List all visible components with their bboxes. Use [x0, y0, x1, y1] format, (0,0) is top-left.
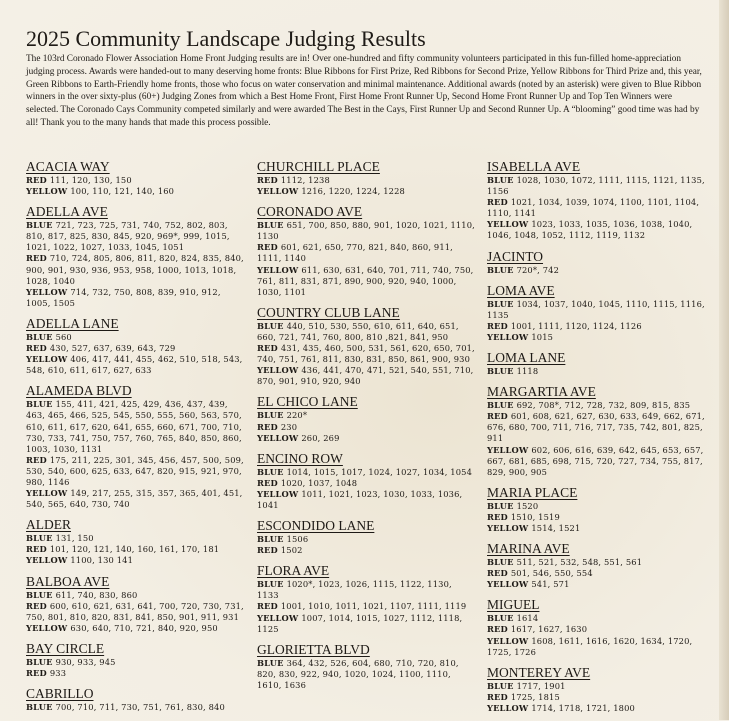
- street-entry: [26, 204, 244, 309]
- ribbon-label: YELLOW: [487, 702, 529, 713]
- ribbon-label: RED: [487, 691, 508, 702]
- house-numbers: 1502: [280, 545, 303, 556]
- house-numbers: 1015: [531, 331, 554, 342]
- award-line: [26, 332, 244, 343]
- house-numbers: 1717, 1901: [516, 680, 566, 691]
- house-numbers: 1617, 1627, 1630: [510, 624, 588, 635]
- ribbon-label: BLUE: [487, 366, 514, 377]
- street-name: CORONADO AVE: [257, 204, 363, 220]
- ribbon-label: BLUE: [26, 589, 53, 600]
- ribbon-label: BLUE: [26, 702, 53, 713]
- house-numbers: 175, 211, 225, 301, 345, 456, 457, 500, 509, 530, 540, 600, 625, 633, 647, 820, 915, 921, 970, 980, 1146: [26, 454, 244, 487]
- ribbon-label: BLUE: [26, 220, 53, 231]
- ribbon-label: BLUE: [257, 534, 284, 545]
- ribbon-label: YELLOW: [257, 612, 299, 623]
- ribbon-label: BLUE: [257, 410, 284, 421]
- award-line: [487, 523, 705, 534]
- ribbon-label: YELLOW: [487, 522, 529, 533]
- house-numbers: 1020*, 1023, 1026, 1115, 1122, 1130, 1133: [257, 579, 452, 601]
- award-line: [26, 623, 244, 634]
- ribbon-label: RED: [487, 624, 508, 635]
- house-numbers: 501, 546, 550, 554: [510, 568, 593, 579]
- ribbon-label: BLUE: [487, 613, 514, 624]
- award-line: [487, 299, 705, 321]
- award-line: [487, 613, 705, 624]
- award-line: [26, 186, 244, 197]
- award-line: [487, 175, 705, 197]
- award-line: [26, 343, 244, 354]
- house-numbers: 1011, 1021, 1023, 1030, 1033, 1036, 1041: [257, 488, 463, 510]
- house-numbers: 560: [55, 331, 72, 342]
- ribbon-label: RED: [487, 320, 508, 331]
- street-entry: [487, 384, 705, 478]
- award-line: [26, 287, 244, 309]
- ribbon-label: YELLOW: [487, 579, 529, 590]
- street-name: ISABELLA AVE: [487, 159, 581, 174]
- ribbon-label: BLUE: [487, 175, 514, 185]
- house-numbers: 440, 510, 530, 550, 610, 611, 640, 651, 660, 721, 741, 760, 800, 810 ,821, 841, 950: [257, 320, 459, 342]
- house-numbers: 1007, 1014, 1015, 1027, 1112, 1118, 1125: [257, 612, 463, 634]
- award-line: [257, 601, 475, 612]
- award-line: [487, 624, 705, 635]
- award-line: [487, 681, 705, 692]
- street-name: MARIA PLACE: [487, 484, 578, 500]
- ribbon-label: YELLOW: [487, 331, 529, 342]
- house-numbers: 1118: [516, 366, 539, 377]
- street-entry: [26, 316, 244, 376]
- award-line: [487, 568, 705, 579]
- ribbon-label: BLUE: [26, 656, 53, 667]
- street-name: MARGARTIA AVE: [487, 384, 596, 400]
- award-line: [26, 253, 244, 286]
- award-line: [26, 220, 244, 253]
- ribbon-label: BLUE: [257, 220, 284, 231]
- award-line: [26, 657, 244, 668]
- ribbon-label: YELLOW: [257, 186, 299, 197]
- ribbon-label: BLUE: [487, 557, 514, 568]
- ribbon-label: YELLOW: [487, 635, 529, 646]
- award-line: [26, 590, 244, 601]
- street-entry: [487, 665, 705, 714]
- ribbon-label: RED: [257, 601, 278, 612]
- award-line: [257, 422, 475, 433]
- house-numbers: 1001, 1111, 1120, 1124, 1126: [510, 320, 642, 331]
- street-entry: [26, 641, 244, 679]
- ribbon-label: RED: [257, 421, 278, 432]
- ribbon-label: RED: [26, 454, 47, 465]
- street-entry: [26, 517, 244, 566]
- ribbon-label: BLUE: [257, 579, 284, 590]
- street-name: JACINTO: [487, 248, 544, 264]
- street-entry: [26, 383, 244, 510]
- award-line: [26, 702, 244, 713]
- house-numbers: 1020, 1037, 1048: [280, 477, 358, 488]
- ribbon-label: RED: [257, 242, 278, 253]
- street-entry: [487, 159, 705, 242]
- ribbon-label: BLUE: [487, 400, 514, 411]
- ribbon-label: YELLOW: [257, 365, 299, 376]
- award-line: [487, 557, 705, 568]
- house-numbers: 220*: [286, 410, 308, 421]
- award-line: [257, 433, 475, 444]
- award-line: [26, 668, 244, 679]
- award-line: [257, 579, 475, 601]
- award-line: [487, 366, 705, 377]
- ribbon-label: RED: [257, 175, 278, 185]
- street-name: MIGUEL: [487, 597, 540, 613]
- street-name: ADELLA LANE: [26, 315, 119, 331]
- street-entry: [487, 283, 705, 343]
- street-name: CABRILLO: [26, 686, 94, 702]
- house-numbers: 1100, 130 141: [70, 555, 134, 566]
- street-name: BAY CIRCLE: [26, 640, 105, 656]
- street-entry: [487, 249, 705, 276]
- street-entry: [487, 597, 705, 657]
- ribbon-label: YELLOW: [26, 622, 68, 633]
- street-name: ACACIA WAY: [26, 159, 110, 174]
- house-numbers: 131, 150: [55, 533, 94, 544]
- award-line: [257, 175, 475, 186]
- street-entry: [257, 305, 475, 388]
- ribbon-label: RED: [257, 477, 278, 488]
- street-entry: [257, 204, 475, 298]
- street-name: ADELLA AVE: [26, 204, 108, 220]
- award-line: [487, 332, 705, 343]
- results-column-2: [257, 159, 475, 698]
- street-name: LOMA AVE: [487, 282, 555, 298]
- award-line: [487, 197, 705, 219]
- street-entry: [26, 159, 244, 197]
- house-numbers: 1514, 1521: [531, 522, 581, 533]
- street-name: BALBOA AVE: [26, 573, 110, 589]
- house-numbers: 611, 630, 631, 640, 701, 711, 740, 750, 761, 811, 831, 871, 890, 900, 920, 940, 1000, 1030, 1101: [257, 264, 474, 297]
- house-numbers: 511, 521, 532, 548, 551, 561: [516, 557, 643, 568]
- ribbon-label: YELLOW: [26, 488, 68, 499]
- house-numbers: 1614: [516, 613, 539, 624]
- intro-paragraph: The 103rd Coronado Flower Association Home Front Judging results are in! Over one-hundred and fifty community volunteers participated in this fun-filled home-appreciation judging process. Awards were handed-out to many deserving home fronts: Blue Ribbons for First Prize, Red Ribbons for Second Prize, Yellow Ribbons for Third Prize and, this year, Green Ribbons to Earth-Friendly home fronts, those who focus on water conservation and minimal maintenance. Additional awards (noted by an asterisk) were given to Blue Ribbon winners in the over sixty-plus (60+) Judging Zones from which a Best Home Front, First Home Front Runner Up, Second Home Front Runner Up and Top Ten Winners were selected. The Coronado Cays Community competed similarly and were awarded The Best in the Cays, First Runner Up and Second Runner Up. A “blooming” good time was had by all! Thank you to the many hands that made this process possible.: [26, 54, 702, 128]
- house-numbers: 1216, 1220, 1224, 1228: [301, 186, 405, 197]
- award-line: [26, 533, 244, 544]
- award-line: [487, 445, 705, 478]
- house-numbers: 714, 732, 750, 808, 839, 910, 912, 1005, 1505: [26, 286, 221, 308]
- street-name: COUNTRY CLUB LANE: [257, 304, 400, 320]
- ribbon-label: YELLOW: [26, 186, 68, 197]
- street-name: LOMA LANE: [487, 350, 566, 366]
- house-numbers: 431, 435, 460, 500, 531, 561, 620, 650, 701, 740, 751, 761, 811, 830, 831, 850, 861, 900, 930: [257, 343, 475, 365]
- ribbon-label: RED: [26, 600, 47, 611]
- ribbon-label: YELLOW: [257, 432, 299, 443]
- house-numbers: 933: [49, 668, 67, 678]
- ribbon-label: RED: [257, 545, 278, 556]
- house-numbers: 406, 417, 441, 455, 462, 510, 518, 543, 548, 610, 611, 617, 627, 633: [26, 354, 243, 376]
- house-numbers: 364, 432, 526, 604, 680, 710, 720, 810, 820, 830, 922, 940, 1020, 1024, 1100, 1110, 1610, 1636: [257, 657, 459, 690]
- award-line: [257, 365, 475, 387]
- ribbon-label: BLUE: [257, 320, 284, 331]
- page-edge-shadow: [719, 0, 729, 720]
- house-numbers: 1510, 1519: [510, 511, 560, 522]
- house-numbers: 1021, 1034, 1039, 1074, 1100, 1101, 1104, 1110, 1141: [487, 197, 700, 219]
- results-column-3: [487, 159, 705, 721]
- house-numbers: 430, 527, 637, 639, 643, 729: [49, 343, 176, 354]
- award-line: [257, 186, 475, 197]
- award-line: [26, 354, 244, 376]
- street-entry: [257, 159, 475, 197]
- award-line: [257, 265, 475, 298]
- award-line: [257, 343, 475, 365]
- ribbon-label: BLUE: [257, 657, 284, 668]
- award-line: [257, 489, 475, 511]
- house-numbers: 930, 933, 945: [55, 656, 116, 667]
- ribbon-label: BLUE: [487, 500, 514, 511]
- ribbon-label: YELLOW: [257, 488, 299, 499]
- award-line: [257, 658, 475, 691]
- ribbon-label: RED: [26, 175, 47, 185]
- house-numbers: 149, 217, 255, 315, 357, 365, 401, 451, 540, 565, 640, 730, 740: [26, 488, 243, 510]
- house-numbers: 101, 120, 121, 140, 160, 161, 170, 181: [49, 544, 220, 555]
- street-name: ALAMEDA BLVD: [26, 383, 132, 399]
- award-line: [487, 400, 705, 411]
- award-line: [257, 467, 475, 478]
- award-line: [26, 399, 244, 454]
- house-numbers: 100, 110, 121, 140, 160: [70, 186, 175, 197]
- ribbon-label: BLUE: [26, 533, 53, 544]
- ribbon-label: BLUE: [487, 264, 514, 275]
- house-numbers: 1034, 1037, 1040, 1045, 1110, 1115, 1116, 1135: [487, 298, 705, 320]
- street-name: CHURCHILL PLACE: [257, 159, 380, 174]
- award-line: [487, 636, 705, 658]
- award-line: [487, 321, 705, 332]
- house-numbers: 600, 610, 621, 631, 641, 700, 720, 730, 731, 750, 801, 810, 820, 831, 841, 850, 901, 911, 931: [26, 600, 244, 622]
- house-numbers: 651, 700, 850, 880, 901, 1020, 1021, 1110, 1130: [257, 220, 475, 242]
- street-name: FLORA AVE: [257, 563, 330, 579]
- ribbon-label: RED: [26, 253, 47, 264]
- award-line: [487, 579, 705, 590]
- street-name: ENCINO ROW: [257, 450, 343, 466]
- award-line: [487, 703, 705, 714]
- house-numbers: 692, 708*, 712, 728, 732, 809, 815, 835: [516, 400, 691, 411]
- house-numbers: 700, 710, 711, 730, 751, 761, 830, 840: [55, 702, 225, 713]
- street-entry: [257, 451, 475, 511]
- award-line: [257, 220, 475, 242]
- award-line: [257, 242, 475, 264]
- street-entry: [257, 518, 475, 556]
- house-numbers: 611, 740, 830, 860: [55, 589, 138, 600]
- house-numbers: 111, 120, 130, 150: [49, 175, 132, 185]
- ribbon-label: BLUE: [487, 298, 514, 309]
- ribbon-label: BLUE: [26, 399, 53, 410]
- house-numbers: 1014, 1015, 1017, 1024, 1027, 1034, 1054: [286, 466, 473, 477]
- ribbon-label: RED: [26, 343, 47, 354]
- house-numbers: 260, 269: [301, 432, 340, 443]
- house-numbers: 630, 640, 710, 721, 840, 920, 950: [70, 622, 218, 633]
- street-name: ESCONDIDO LANE: [257, 518, 375, 534]
- house-numbers: 1714, 1718, 1721, 1800: [531, 702, 635, 713]
- street-name: ALDER: [26, 517, 71, 533]
- ribbon-label: YELLOW: [257, 264, 299, 275]
- ribbon-label: YELLOW: [487, 219, 529, 230]
- house-numbers: 1725, 1815: [510, 691, 560, 702]
- house-numbers: 1608, 1611, 1616, 1620, 1634, 1720, 1725, 1726: [487, 635, 693, 657]
- ribbon-label: RED: [487, 411, 508, 422]
- award-line: [26, 455, 244, 488]
- house-numbers: 230: [280, 421, 298, 432]
- ribbon-label: RED: [26, 668, 47, 678]
- house-numbers: 436, 441, 470, 471, 521, 540, 551, 710, 870, 901, 910, 920, 940: [257, 365, 474, 387]
- ribbon-label: RED: [257, 343, 278, 354]
- street-name: MONTEREY AVE: [487, 664, 591, 680]
- house-numbers: 1001, 1010, 1011, 1021, 1107, 1111, 1119: [280, 601, 467, 612]
- ribbon-label: BLUE: [257, 466, 284, 477]
- ribbon-label: YELLOW: [26, 354, 68, 365]
- ribbon-label: YELLOW: [487, 444, 529, 455]
- street-entry: [487, 350, 705, 377]
- ribbon-label: RED: [26, 544, 47, 555]
- house-numbers: 601, 608, 621, 627, 630, 633, 649, 662, 671, 676, 680, 700, 711, 716, 717, 735, 742, 801, 825, 911: [487, 411, 705, 444]
- house-numbers: 601, 621, 650, 770, 821, 840, 860, 911, 1111, 1140: [257, 242, 453, 264]
- award-line: [487, 219, 705, 241]
- house-numbers: 602, 606, 616, 639, 642, 645, 653, 657, 667, 681, 685, 698, 715, 720, 727, 734, 755, 817, 829, 900, 905: [487, 444, 704, 477]
- house-numbers: 1112, 1238: [280, 175, 330, 185]
- award-line: [257, 534, 475, 545]
- award-line: [26, 488, 244, 510]
- award-line: [487, 411, 705, 444]
- street-entry: [487, 485, 705, 534]
- ribbon-label: RED: [487, 511, 508, 522]
- ribbon-label: YELLOW: [26, 555, 68, 566]
- award-line: [257, 321, 475, 343]
- ribbon-label: YELLOW: [26, 286, 68, 297]
- ribbon-label: BLUE: [487, 680, 514, 691]
- award-line: [26, 601, 244, 623]
- award-line: [26, 544, 244, 555]
- house-numbers: 1028, 1030, 1072, 1111, 1115, 1121, 1135, 1156: [487, 175, 705, 197]
- street-entry: [257, 394, 475, 443]
- award-line: [257, 613, 475, 635]
- ribbon-label: RED: [487, 197, 508, 208]
- results-page: [26, 26, 705, 713]
- results-column-1: [26, 159, 244, 720]
- house-numbers: 710, 724, 805, 806, 811, 820, 824, 835, 840, 900, 901, 930, 936, 953, 958, 1000, 1013, 1018, 1028, 1040: [26, 253, 244, 286]
- street-entry: [26, 686, 244, 713]
- house-numbers: 1506: [286, 534, 309, 545]
- award-line: [257, 478, 475, 489]
- house-numbers: 1520: [516, 500, 539, 511]
- street-entry: [26, 574, 244, 634]
- award-line: [26, 555, 244, 566]
- house-numbers: 155, 411, 421, 425, 429, 436, 437, 439, 463, 465, 466, 525, 545, 550, 555, 560, 563, 570, 610, 611, 617, 620, 641, 655, 660, 671, 700, 710, 730, 733, 741, 750, 757, 760, 765, 840, 850, 860, 1003, 1030, 1131: [26, 399, 242, 454]
- street-name: GLORIETTA BLVD: [257, 641, 370, 657]
- ribbon-label: RED: [487, 568, 508, 579]
- house-numbers: 721, 723, 725, 731, 740, 752, 802, 803, 810, 817, 825, 830, 845, 920, 969*, 999, 1015, 1021, 1022, 1027, 1033, 1045, 1051: [26, 220, 230, 253]
- award-line: [26, 175, 244, 186]
- house-numbers: 720*, 742: [516, 264, 560, 275]
- award-line: [487, 265, 705, 276]
- page-title: 2025 Community Landscape Judging Results: [26, 26, 426, 51]
- award-line: [487, 512, 705, 523]
- street-entry: [487, 541, 705, 590]
- street-entry: [257, 563, 475, 634]
- house-numbers: 1023, 1033, 1035, 1036, 1038, 1040, 1046, 1048, 1052, 1112, 1119, 1132: [487, 219, 693, 241]
- street-name: EL CHICO LANE: [257, 394, 358, 410]
- award-line: [487, 501, 705, 512]
- street-name: MARINA AVE: [487, 541, 570, 557]
- ribbon-label: BLUE: [26, 331, 53, 342]
- award-line: [257, 410, 475, 421]
- house-numbers: 541, 571: [531, 579, 570, 590]
- award-line: [487, 692, 705, 703]
- street-entry: [257, 642, 475, 691]
- award-line: [257, 545, 475, 556]
